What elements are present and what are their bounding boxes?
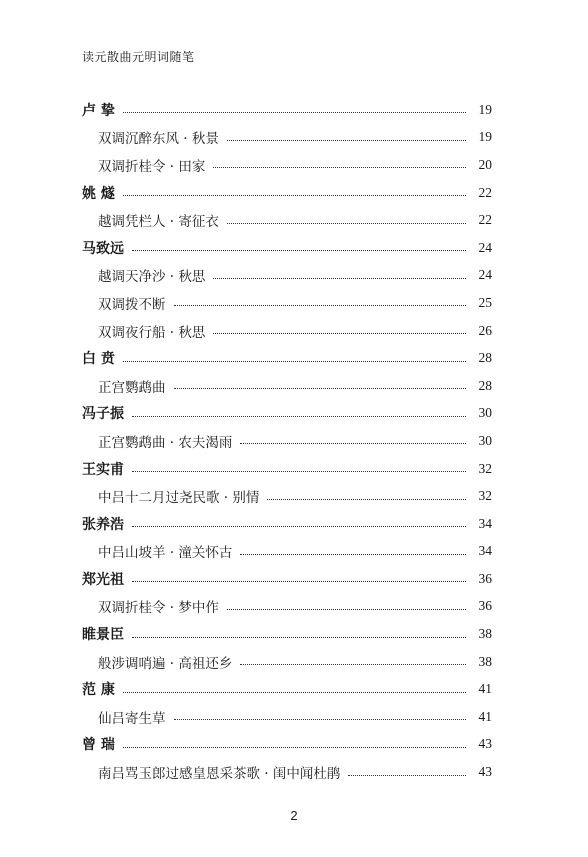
toc-author-entry	[82, 455, 492, 483]
toc-piece-entry	[82, 151, 492, 179]
toc-page-number: 30	[478, 405, 492, 421]
dot-leader	[123, 195, 466, 196]
toc-piece-entry	[82, 372, 492, 400]
toc-piece-entry	[82, 538, 492, 566]
toc-piece-entry	[82, 648, 492, 676]
piece-title: 正宫鹦鹉曲	[98, 379, 166, 396]
toc-page-number: 34	[478, 543, 492, 559]
dot-leader	[132, 581, 466, 582]
table-of-contents	[82, 96, 492, 786]
author-name: 王实甫	[82, 461, 124, 478]
toc-page-number: 41	[478, 708, 492, 724]
author-name: 范 康	[82, 682, 115, 699]
dot-leader	[267, 499, 466, 500]
toc-page-number: 43	[478, 736, 492, 752]
piece-title: 双调沉醉东风 · 秋景	[98, 131, 219, 148]
toc-page-number: 43	[478, 764, 492, 780]
dot-leader	[132, 526, 466, 527]
author-name: 姚 燧	[82, 185, 115, 202]
toc-piece-entry	[82, 317, 492, 345]
author-name: 张养浩	[82, 516, 124, 533]
dot-leader	[240, 443, 466, 444]
toc-page-number: 36	[478, 570, 492, 586]
running-head: 读元散曲元明词随笔	[82, 50, 195, 64]
dot-leader	[227, 609, 466, 610]
toc-piece-entry	[82, 206, 492, 234]
toc-page-number: 30	[478, 432, 492, 448]
piece-title: 中吕十二月过尧民歌 · 别情	[98, 490, 260, 507]
toc-page-number: 36	[478, 598, 492, 614]
author-name: 白 贲	[82, 351, 115, 368]
toc-piece-entry	[82, 427, 492, 455]
toc-author-entry	[82, 234, 492, 262]
dot-leader	[213, 167, 466, 168]
toc-author-entry	[82, 565, 492, 593]
toc-page-number: 24	[478, 267, 492, 283]
piece-title: 双调折桂令 · 田家	[98, 158, 206, 175]
dot-leader	[123, 361, 466, 362]
toc-page-number: 38	[478, 653, 492, 669]
dot-leader	[123, 692, 466, 693]
piece-title: 中吕山坡羊 · 潼关怀古	[98, 545, 233, 562]
piece-title: 越调凭栏人 · 寄征衣	[98, 214, 219, 231]
toc-piece-entry	[82, 262, 492, 290]
toc-author-entry	[82, 510, 492, 538]
author-name: 曾 瑞	[82, 737, 115, 754]
toc-page-number: 22	[478, 212, 492, 228]
page-number: 2	[290, 808, 298, 823]
dot-leader	[213, 278, 466, 279]
dot-leader	[132, 471, 466, 472]
dot-leader	[132, 416, 466, 417]
toc-piece-entry	[82, 124, 492, 152]
toc-piece-entry	[82, 703, 492, 731]
toc-author-entry	[82, 731, 492, 759]
piece-title: 正宫鹦鹉曲 · 农夫渴雨	[98, 434, 233, 451]
toc-piece-entry	[82, 482, 492, 510]
toc-author-entry	[82, 96, 492, 124]
dot-leader	[132, 637, 466, 638]
toc-page-number: 24	[478, 239, 492, 255]
dot-leader	[123, 112, 466, 113]
toc-author-entry	[82, 179, 492, 207]
toc-piece-entry	[82, 289, 492, 317]
toc-page-number: 32	[478, 488, 492, 504]
toc-piece-entry	[82, 758, 492, 786]
toc-page-number: 19	[478, 101, 492, 117]
dot-leader	[132, 250, 466, 251]
toc-author-entry	[82, 400, 492, 428]
dot-leader	[174, 719, 467, 720]
piece-title: 越调天净沙 · 秋思	[98, 269, 206, 286]
toc-author-entry	[82, 344, 492, 372]
toc-page-number: 34	[478, 515, 492, 531]
toc-page-number: 28	[478, 350, 492, 366]
author-name: 郑光祖	[82, 571, 124, 588]
toc-page-number: 32	[478, 460, 492, 476]
piece-title: 双调拨不断	[98, 296, 166, 313]
author-name: 冯子振	[82, 406, 124, 423]
piece-title: 南吕骂玉郎过感皇恩采茶歌 · 闺中闻杜鹃	[98, 766, 341, 783]
dot-leader	[174, 305, 467, 306]
dot-leader	[240, 664, 466, 665]
piece-title: 般涉调哨遍 · 高祖还乡	[98, 655, 233, 672]
toc-page-number: 26	[478, 322, 492, 338]
author-name: 卢 挚	[82, 102, 115, 119]
toc-page-number: 20	[478, 156, 492, 172]
dot-leader	[240, 554, 466, 555]
author-name: 马致远	[82, 240, 124, 257]
toc-page-number: 28	[478, 377, 492, 393]
dot-leader	[123, 747, 466, 748]
toc-page-number: 22	[478, 184, 492, 200]
toc-author-entry	[82, 675, 492, 703]
toc-page-number: 38	[478, 626, 492, 642]
piece-title: 双调折桂令 · 梦中作	[98, 600, 219, 617]
piece-title: 双调夜行船 · 秋思	[98, 324, 206, 341]
dot-leader	[348, 775, 466, 776]
author-name: 睢景臣	[82, 627, 124, 644]
dot-leader	[227, 140, 466, 141]
toc-page-number: 41	[478, 681, 492, 697]
dot-leader	[227, 223, 466, 224]
dot-leader	[213, 333, 466, 334]
toc-page-number: 19	[478, 129, 492, 145]
toc-page-number: 25	[478, 294, 492, 310]
toc-piece-entry	[82, 593, 492, 621]
toc-author-entry	[82, 620, 492, 648]
dot-leader	[174, 388, 467, 389]
piece-title: 仙吕寄生草	[98, 710, 166, 727]
